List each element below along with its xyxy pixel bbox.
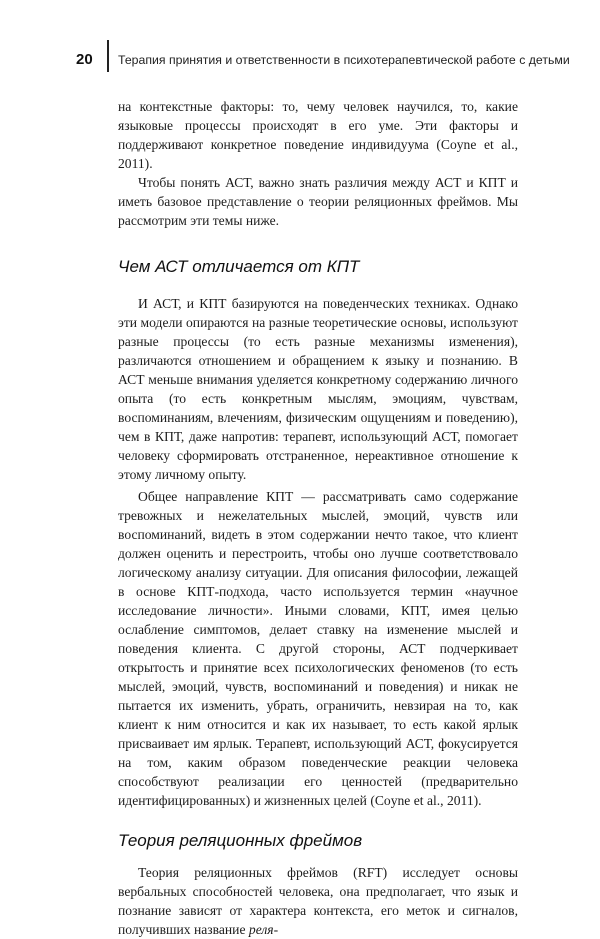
paragraph-intro: Чтобы понять АСТ, важно знать различия между АСТ и КПТ и иметь базовое представление о теории реляционных фреймов. Мы рассмотрим эти темы ниже. <box>118 175 518 228</box>
page-number: 20 <box>76 51 93 68</box>
rft-italic-term: реля- <box>248 922 279 937</box>
section-heading-rft: Теория реляционных фреймов <box>118 831 363 850</box>
rft-intro-text: Теория реляционных фреймов (RFT) исследует основы вербальных способностей человека, она предполагает, что язык и познание зависят от характера контекста, его меток и сигналов, получивших название <box>118 865 518 937</box>
paragraph-act-cbt-basis: И АСТ, и КПТ базируются на поведенческих техниках. Однако эти модели опираются на разные теоретические основы, используют разные процессы (то есть разные механизмы изменения), различаются отношением и обращением к языку и познанию. В АСТ меньше внимания уделяется конкретному содержанию личного опыта (то есть конкретным мыслям, эмоциям, чувствам, воспоминаниям, влечениям, физическим ощущениям и поведению), чем в КПТ, даже напротив: терапевт, использующий АСТ, помогает человеку сформировать отстраненное, нереактивное отношение к этому личному опыту. <box>118 296 518 482</box>
paragraph-continuation: на контекстные факторы: то, чему человек научился, то, какие языковые процессы происходят в его уме. Эти факторы и поддерживают конкретное поведение индивидуума (Coyne et al., 2011). <box>118 99 518 171</box>
page-body <box>118 97 518 939</box>
paragraph-cbt-direction: Общее направление КПТ — рассматривать само содержание тревожных и нежелательных мыслей, эмоций, чувств или воспоминаний, видеть в этом содержании нечто такое, что клиент должен оценить и перестроить, чтобы оно лучше соответствовало логическому анализу ситуации. Для описания философии, лежащей в основе КПТ-подхода, часто используется термин «научное исследование личности». Иными словами, КПТ, имея целью ослабление симптомов, делает ставку на изменение мыслей и поведения клиента. С другой стороны, АСТ подчеркивает открытость и принятие всех психологических феноменов (то есть мыслей, эмоций, чувств, воспоминаний и поведения) и никак не пытается их изменить, убрать, ограничить, невзирая на то, как клиент к ним относится и как их называет, то есть какой ярлык присваивает им ярлык. Терапевт, использующий АСТ, фокусируется на том, каким образом поведенческие реакции человека способствуют реализации его ценностей (предварительно идентифицированных) и жизненных целей (Coyne et al., 2011). <box>118 489 518 808</box>
header-divider <box>107 40 109 72</box>
running-title: Терапия принятия и ответственности в психотерапевтической работе с детьми <box>118 53 570 67</box>
section-heading-act-vs-cbt: Чем АСТ отличается от КПТ <box>118 257 360 276</box>
paragraph-rft-intro <box>118 863 518 939</box>
running-header <box>76 40 570 76</box>
